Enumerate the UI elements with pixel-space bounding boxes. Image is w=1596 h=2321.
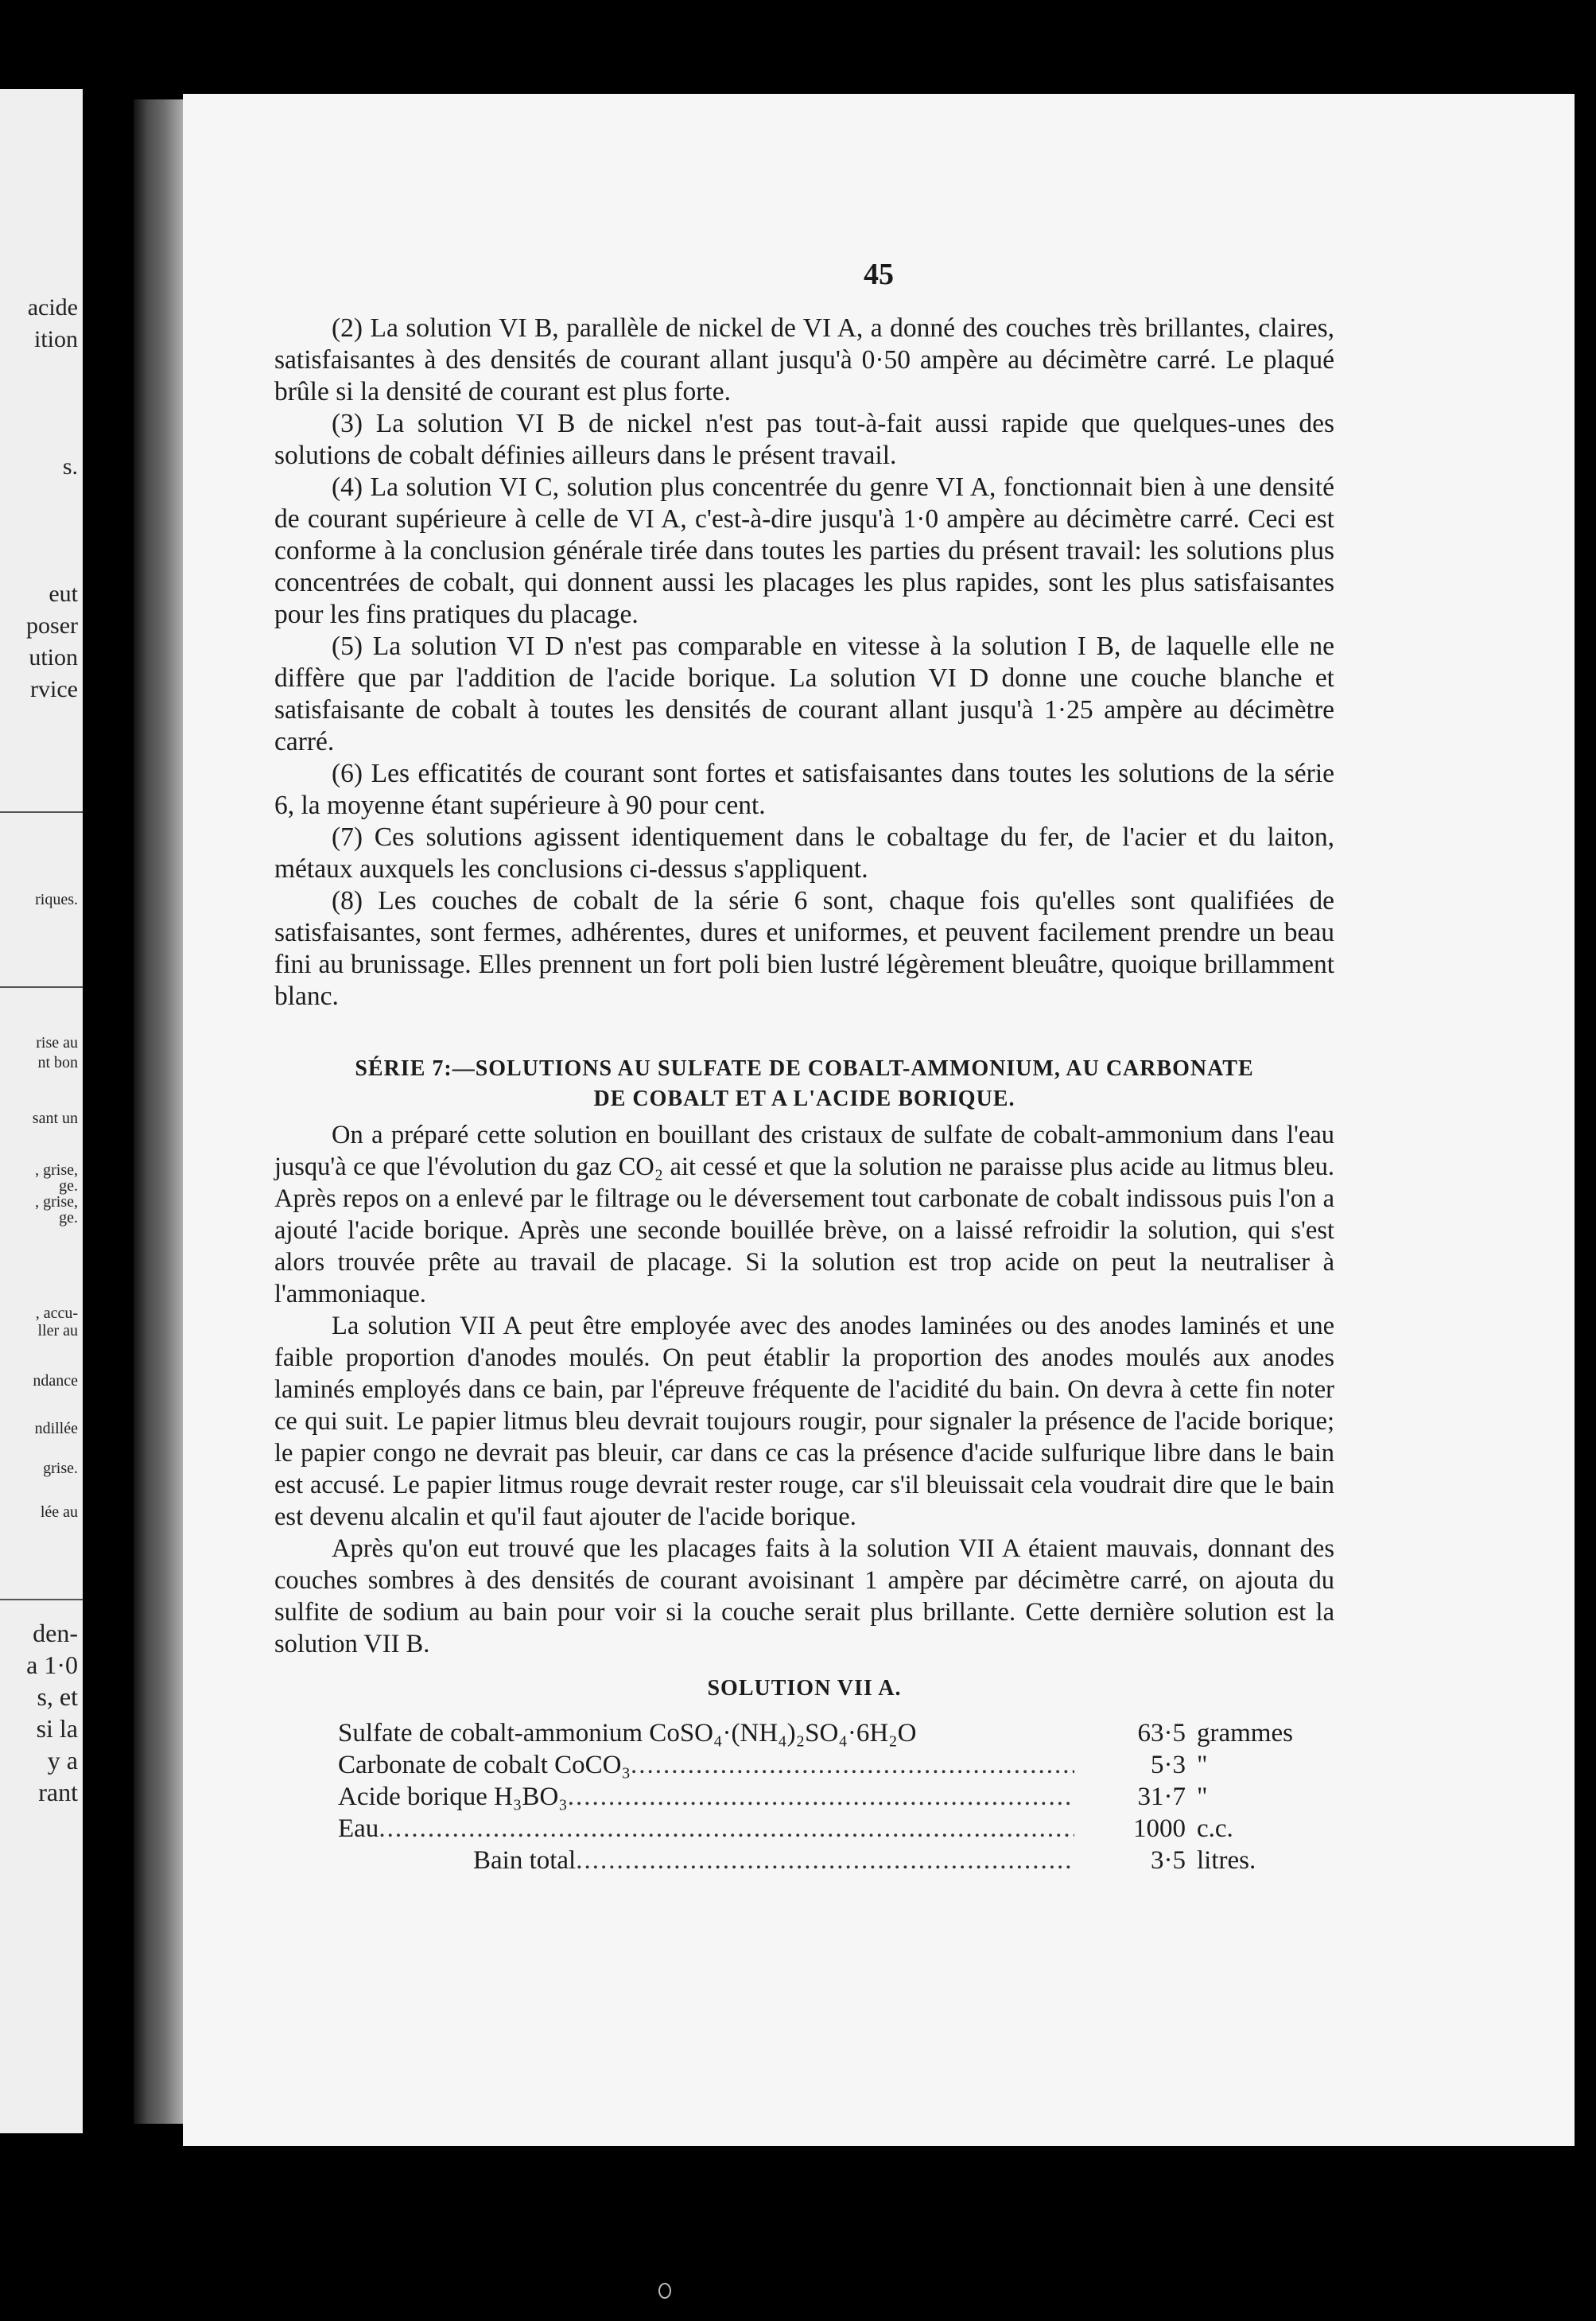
adjacent-page-fragment: lée au: [40, 1503, 78, 1521]
formula-name: Carbonate de cobalt CoCO₃: [338, 1751, 631, 1779]
adjacent-page-fragment: ge.: [59, 1209, 78, 1227]
formula-value: 1000: [1133, 1814, 1186, 1843]
adjacent-page-fragment: acide: [27, 294, 78, 321]
adjacent-page-fragment: nt bon: [37, 1054, 78, 1071]
adjacent-page-rule: [0, 986, 83, 988]
adjacent-page-fragment: rant: [38, 1778, 78, 1806]
page-content: [274, 313, 1334, 1876]
series-heading: [274, 1054, 1334, 1114]
adjacent-page-fragment: a 1·0: [26, 1650, 78, 1679]
adjacent-page-fragment: rvice: [30, 676, 78, 702]
series-paragraph-1: On a préparé cette solution en bouillant des cristaux de sulfate de cobalt-ammonium dans l'eau jusqu'à ce que l'évolution du gaz CO₂ ait cessé et que la solution ne paraisse plus acide au litmus bleu. Après repos on a enlevé par le filtrage ou le déversement tout carbonate de cobalt indissous puis l'on a ajouté l'acide borique. Après une seconde bouillée brève, on a laissé refroidir la solution, qui s'est alors trouvée prête au travail de placage. Si la solution est trop acide on peut la neutraliser à l'ammoniaque.: [274, 1121, 1334, 1308]
adjacent-page-fragment: ution: [29, 644, 78, 671]
adjacent-page-fragment: ndillée: [34, 1420, 78, 1437]
formula-value: 3·5: [1151, 1846, 1186, 1875]
formula-row: [338, 1717, 1316, 1749]
formula-unit: ": [1197, 1783, 1208, 1811]
formula-value: 31·7: [1137, 1783, 1186, 1811]
series-heading-line-1: SÉRIE 7:—SOLUTIONS AU SULFATE DE COBALT-AMMONIUM, AU CARBONATE: [355, 1056, 1254, 1081]
page-number: 45: [864, 258, 894, 291]
formula-unit: ": [1197, 1751, 1208, 1779]
formula-row: [338, 1749, 1316, 1781]
adjacent-page-fragment: eut: [49, 581, 78, 607]
film-mark-icon: [658, 2283, 671, 2299]
paragraph-8: (8) Les couches de cobalt de la série 6 sont, chaque fois qu'elles sont qualifiées de satisfaisantes, sont fermes, adhérentes, dures et uniformes, et peuvent facilement prendre un beau fini au brunissage. Elles prennent un fort poli bien lustré légèrement bleuâtre, quoique brillamment blanc.: [274, 886, 1334, 1011]
paragraph-3: (3) La solution VI B de nickel n'est pas tout-à-fait aussi rapide que quelques-unes des solutions de cobalt définies ailleurs dans le présent travail.: [274, 409, 1334, 470]
adjacent-page-rule: [0, 811, 83, 813]
adjacent-page-fragment: ller au: [37, 1322, 78, 1339]
formula-name: Sulfate de cobalt-ammonium CoSO₄·(NH₄)₂SO₄·6H₂O: [338, 1719, 917, 1748]
formula-name: Eau: [338, 1814, 379, 1843]
adjacent-page-fragment: , grise,: [35, 1161, 78, 1179]
formula-name: Bain total: [473, 1846, 577, 1875]
adjacent-page-fragment: , grise,: [35, 1193, 78, 1211]
adjacent-page-fragment: si la: [36, 1714, 78, 1743]
series-paragraph-2: La solution VII A peut être employée avec des anodes laminées ou des anodes laminés et une faible proportion d'anodes moulés. On peut établir la proportion des anodes moulés aux anodes laminés employés dans ce bain, par l'épreuve fréquente de l'acidité du bain. On devra à cette fin noter ce qui suit. Le papier litmus bleu devrait toujours rougir, pour signaler la présence de l'acide borique; le papier congo ne devrait pas bleuir, car dans ce cas la présence d'acide sulfurique libre dans le bain est accusé. Le papier litmus rouge devrait rester rouge, car s'il bleuissait cela voudrait dire que le bain est devenu alcalin et qu'il faut ajouter de l'acide borique.: [274, 1312, 1334, 1531]
document-page: [183, 94, 1575, 2146]
adjacent-page-fragment: ndance: [33, 1372, 78, 1390]
series-paragraph-3: Après qu'on eut trouvé que les placages faits à la solution VII A étaient mauvais, donnant des couches sombres à des densités de courant avoisinant 1 ampère par décimètre carré, on ajouta du sulfite de sodium au bain pour voir si la couche serait plus brillante. Cette dernière solution est la solution VII B.: [274, 1534, 1334, 1658]
adjacent-page-rule: [0, 1599, 83, 1600]
adjacent-page-fragment: rise au: [36, 1034, 78, 1052]
adjacent-page-fragment: sant un: [32, 1110, 78, 1127]
adjacent-page-edge: [0, 89, 83, 2133]
formula-row-total: [338, 1845, 1316, 1876]
paragraph-2: (2) La solution VI B, parallèle de nickel de VI A, a donné des couches très brillantes, claires, satisfaisantes à des densités de courant allant jusqu'à 0·50 ampère au décimètre carré. Le plaqué brûle si la densité de courant est plus forte.: [274, 313, 1334, 406]
formula-value: 63·5: [1137, 1719, 1186, 1748]
adjacent-page-fragment: ge.: [59, 1177, 78, 1195]
formula-name: Acide borique H₃BO₃: [338, 1783, 568, 1811]
formula-row: [338, 1813, 1316, 1845]
book-gutter-shadow: [134, 99, 189, 2124]
dot-leader: [631, 1749, 1074, 1781]
adjacent-page-fragment: s.: [62, 453, 78, 480]
paragraph-7: (7) Ces solutions agissent identiquement dans le cobaltage du fer, de l'acier et du laiton, métaux auxquels les conclusions ci-dessus s'appliquent.: [274, 822, 1334, 884]
formula-unit: grammes: [1197, 1719, 1293, 1748]
dot-leader: [568, 1781, 1074, 1813]
adjacent-page-fragment: , accu-: [35, 1304, 78, 1322]
formula-unit: litres.: [1197, 1846, 1256, 1875]
solution-table-heading: SOLUTION VII A.: [707, 1676, 902, 1701]
paragraph-4: (4) La solution VI C, solution plus concentrée du genre VI A, fonctionnait bien à une densité de courant supérieure à celle de VI A, c'est-à-dire jusqu'à 1·0 ampère au décimètre carré. Ceci est conforme à la conclusion générale tirée dans toutes les parties du présent travail: les solutions plus concentrées de cobalt, qui donnent aussi les placages les plus rapides, sont les plus satisfaisantes pour les fins pratiques du placage.: [274, 472, 1334, 629]
formula-row: [338, 1781, 1316, 1813]
paragraph-6: (6) Les efficatités de courant sont fortes et satisfaisantes dans toutes les solutions de la série 6, la moyenne étant supérieure à 90 pour cent.: [274, 759, 1334, 820]
formula-unit: c.c.: [1197, 1814, 1233, 1843]
adjacent-page-fragment: poser: [26, 612, 78, 639]
adjacent-page-fragment: y a: [47, 1746, 78, 1775]
solution-composition-table: [338, 1717, 1316, 1876]
adjacent-page-fragment: riques.: [35, 891, 78, 908]
adjacent-page-fragment: den-: [33, 1619, 78, 1647]
paragraph-5: (5) La solution VI D n'est pas comparable en vitesse à la solution I B, de laquelle elle ne diffère que par l'addition de l'acide borique. La solution VI D donne une couche blanche et satisfaisante de cobalt à toutes les densités de courant allant jusqu'à 1·25 ampère au décimètre carré.: [274, 632, 1334, 756]
adjacent-page-fragment: grise.: [43, 1460, 78, 1477]
dot-leader: [576, 1845, 1074, 1876]
adjacent-page-fragment: s, et: [37, 1682, 78, 1711]
formula-value: 5·3: [1151, 1751, 1186, 1779]
dot-leader: [379, 1813, 1074, 1845]
series-heading-line-2: DE COBALT ET A L'ACIDE BORIQUE.: [593, 1087, 1015, 1111]
adjacent-page-fragment: ition: [33, 326, 78, 352]
